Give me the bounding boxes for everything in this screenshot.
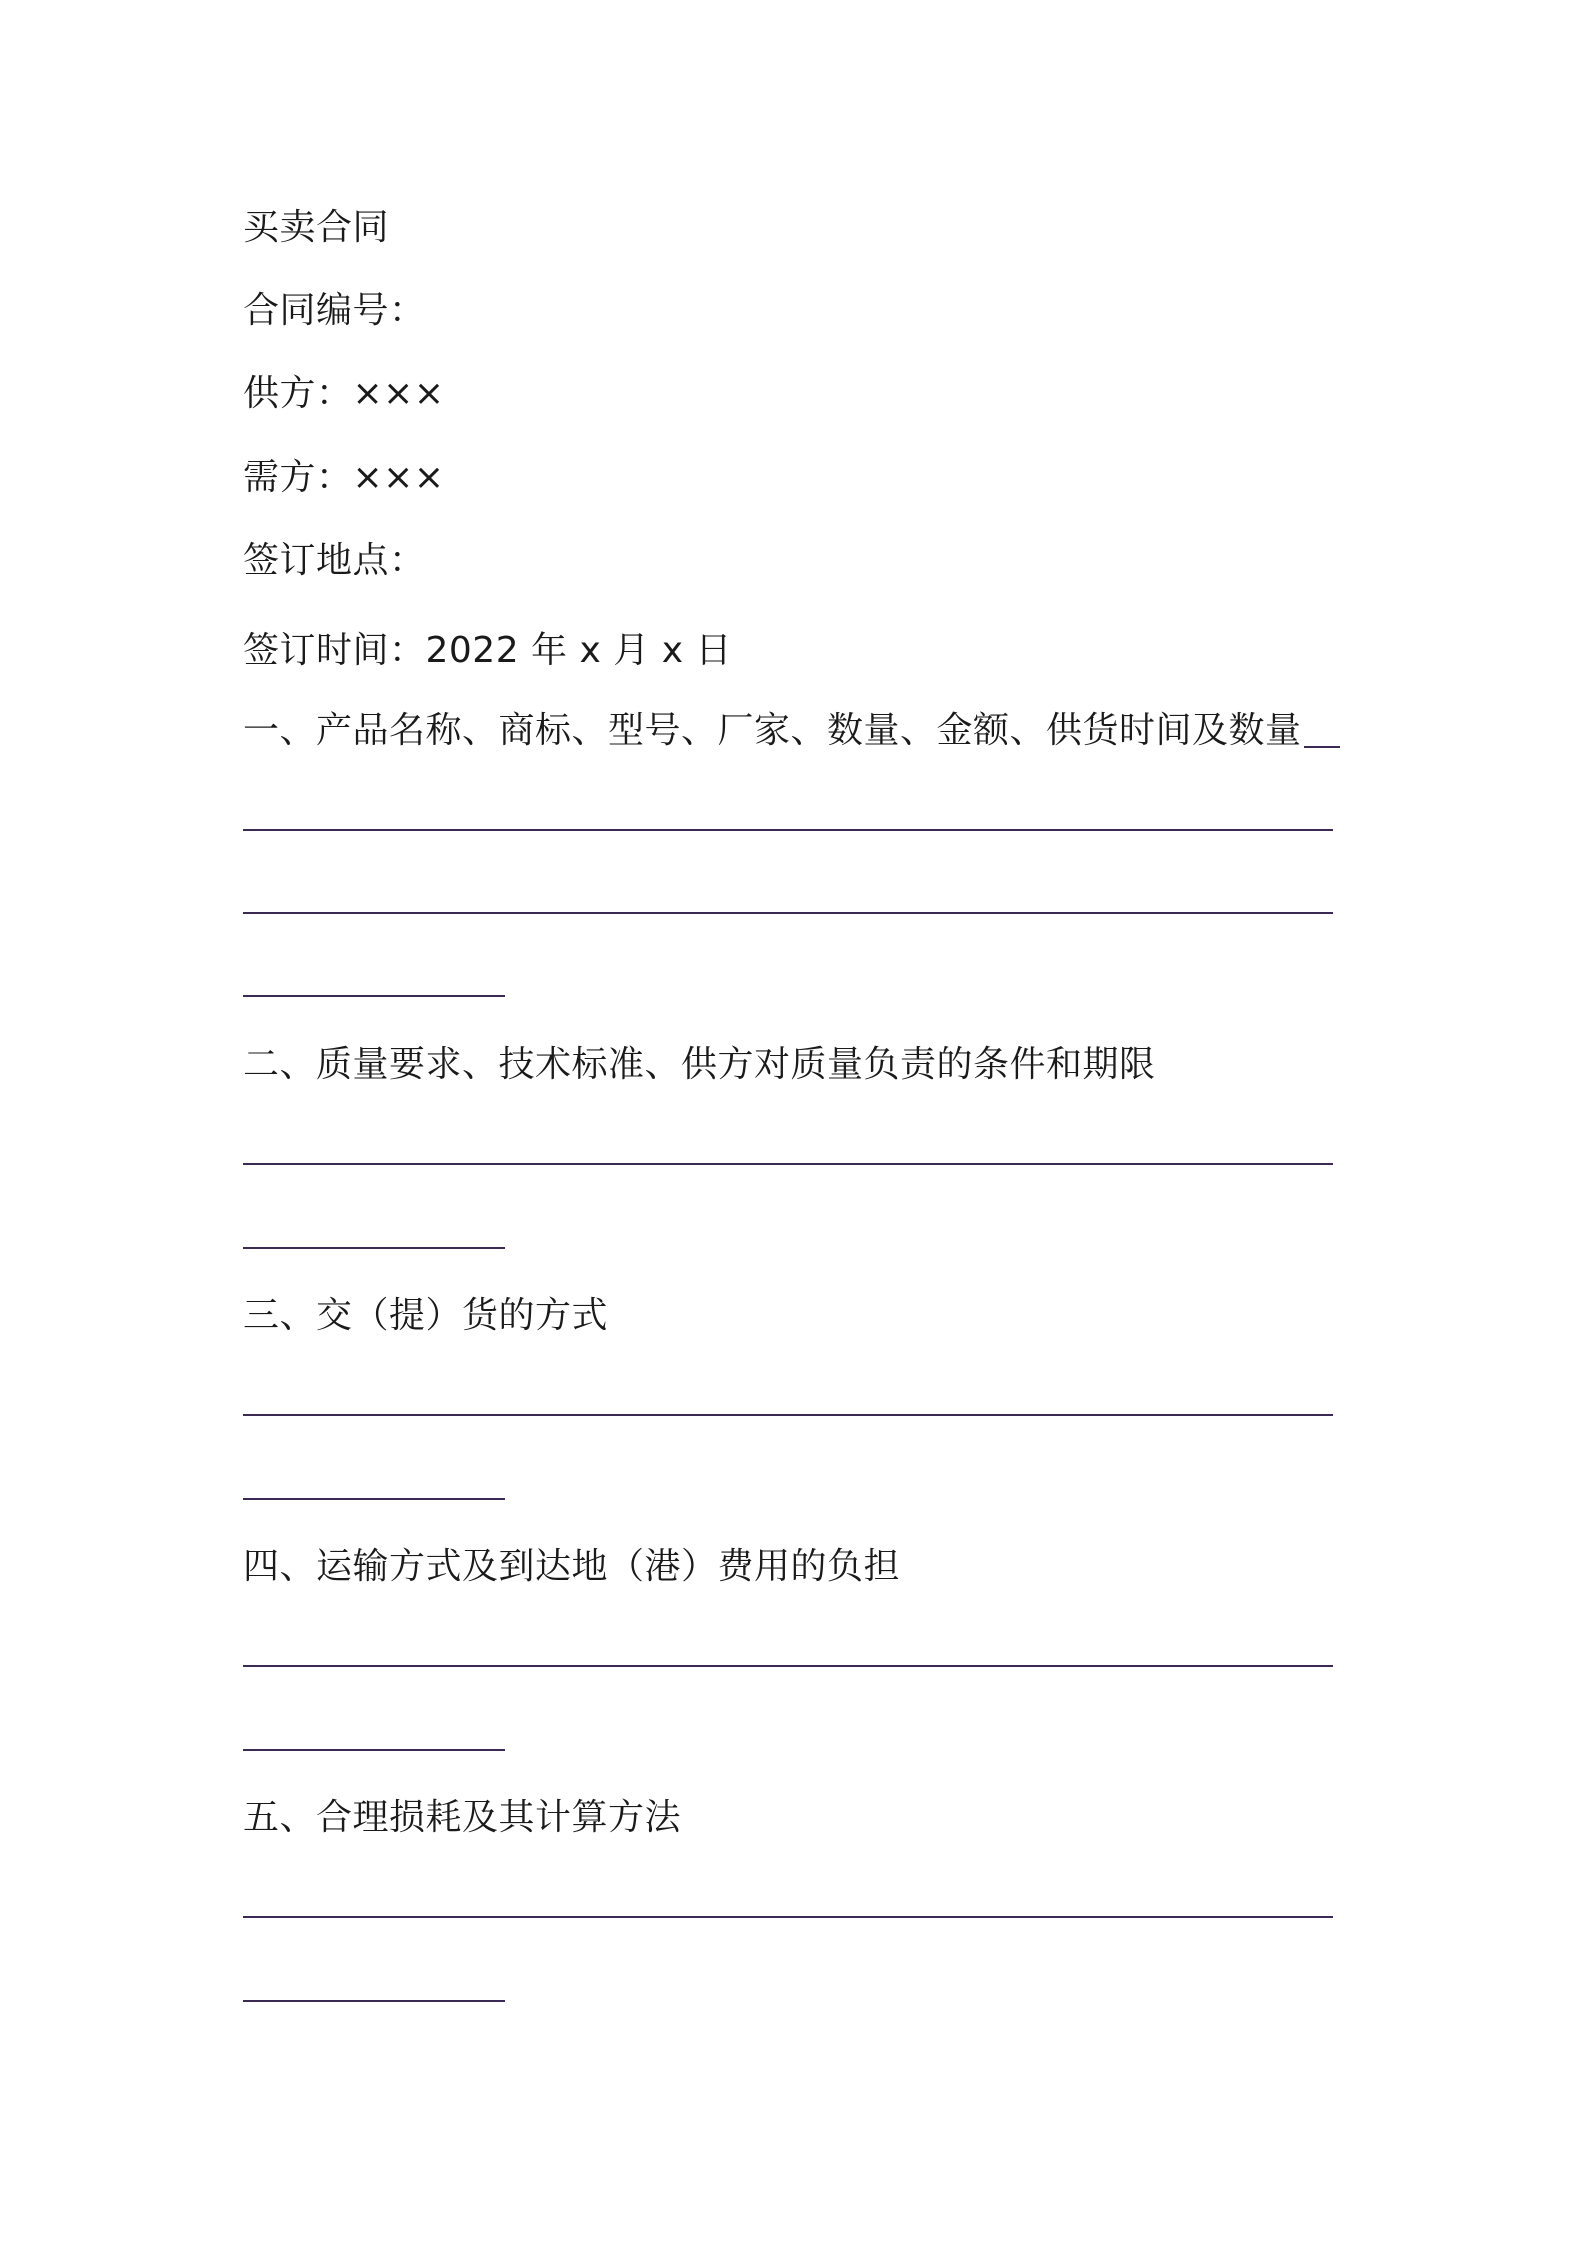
- section-1-blank-line-3: [243, 995, 505, 997]
- signing-time-label: 签订时间：2022 年 x 月 x 日: [243, 630, 732, 671]
- section-3-heading: 三、交（提）货的方式: [243, 1295, 609, 1336]
- section-5-blank-line-2: [243, 2000, 505, 2002]
- section-2-blank-line-2: [243, 1247, 505, 1249]
- section-4-blank-line-2: [243, 1749, 505, 1751]
- document-title: 买卖合同: [243, 207, 390, 248]
- section-5-heading: 五、合理损耗及其计算方法: [243, 1797, 682, 1838]
- section-3-blank-line-1: [243, 1414, 1333, 1416]
- section-1-inline-blank: [1304, 746, 1340, 748]
- section-2-blank-line-1: [243, 1163, 1333, 1165]
- signing-place-label: 签订地点：: [243, 540, 426, 581]
- supplier-label: 供方：×××: [243, 373, 445, 414]
- section-2-heading: 二、质量要求、技术标准、供方对质量负责的条件和期限: [243, 1044, 1156, 1085]
- section-3-blank-line-2: [243, 1498, 505, 1500]
- contract-number-label: 合同编号：: [243, 290, 426, 331]
- buyer-label: 需方：×××: [243, 457, 445, 498]
- section-1-heading: [243, 707, 1340, 755]
- section-1-blank-line-2: [243, 912, 1333, 914]
- section-1-blank-line-1: [243, 829, 1333, 831]
- section-4-heading: 四、运输方式及到达地（港）费用的负担: [243, 1546, 901, 1587]
- section-5-blank-line-1: [243, 1916, 1333, 1918]
- section-4-blank-line-1: [243, 1665, 1333, 1667]
- section-1-text: 一、产品名称、商标、型号、厂家、数量、金额、供货时间及数量: [243, 710, 1302, 751]
